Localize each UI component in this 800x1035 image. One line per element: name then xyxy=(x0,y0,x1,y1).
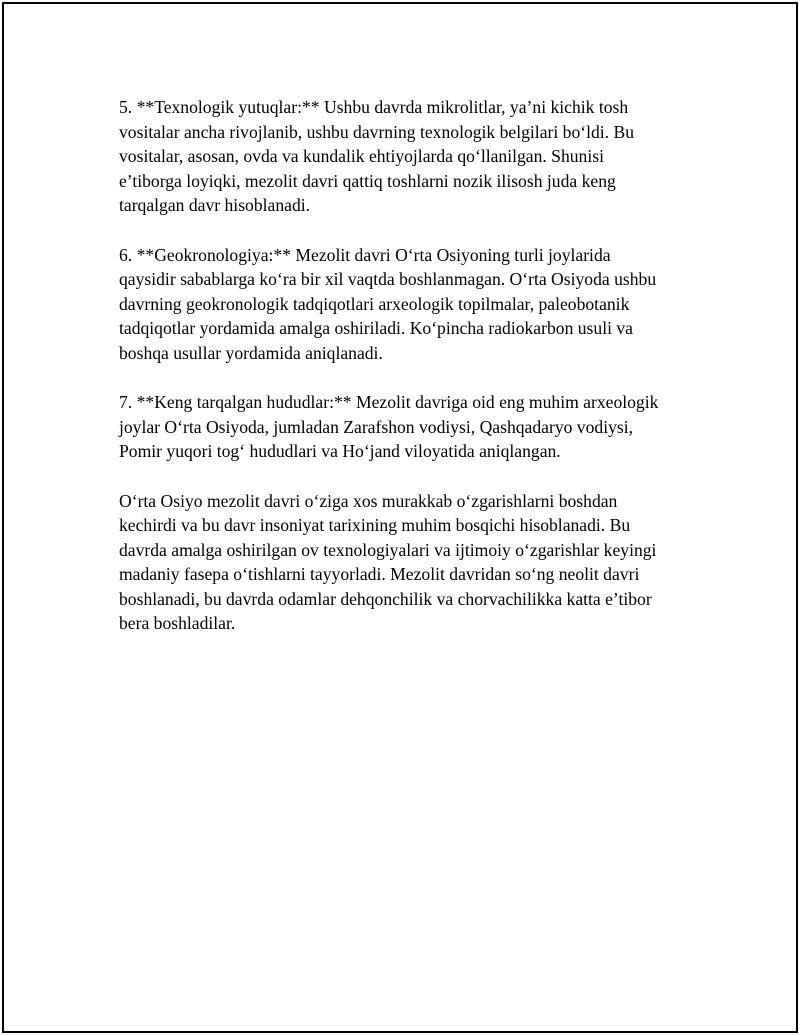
text-line: bera boshladilar. xyxy=(119,613,236,634)
document-page xyxy=(2,2,798,1033)
text-line: joylar O‘rta Osiyoda, jumladan Zarafshon vodiysi, Qashqadaryo vodiysi, xyxy=(119,416,634,437)
text-line: 5. **Texnologik yutuqlar:** Ushbu davrda mikrolitlar, ya’ni kichik tosh xyxy=(119,97,629,117)
text-line: boshqa usullar yordamida aniqlanadi. xyxy=(119,342,383,363)
text-line: vositalar, asosan, ovda va kundalik ehtiyojlarda qo‘llanilgan. Shunisi xyxy=(119,146,604,167)
text-line: 7. **Keng tarqalgan hududlar:** Mezolit davriga oid eng muhim arxeologik xyxy=(119,392,659,413)
text-line: madaniy fasepa o‘tishlarni tayyorladi. Mezolit davridan so‘ng neolit davri xyxy=(119,564,640,585)
text-line: 6. **Geokronologiya:** Mezolit davri O‘rta Osiyoning turli joylarida xyxy=(119,244,611,265)
text-line: O‘rta Osiyo mezolit davri o‘ziga xos murakkab o‘zgarishlarni boshdan xyxy=(119,490,618,511)
text-line: davrning geokronologik tadqiqotlari arxeologik topilmalar, paleobotanik xyxy=(119,293,630,314)
document-body xyxy=(119,95,699,661)
text-line: vositalar ancha rivojlanib, ushbu davrning texnologik belgilari bo‘ldi. Bu xyxy=(119,121,635,142)
paragraph-geochronology xyxy=(119,243,699,366)
text-line: boshlanadi, bu davrda odamlar dehqonchilik va chorvachilikka katta e’tibor xyxy=(119,588,652,609)
paragraph-technological-achievements xyxy=(119,95,699,218)
paragraph-conclusion xyxy=(119,489,699,637)
text-line: tarqalgan davr hisoblanadi. xyxy=(119,195,311,216)
text-line: davrda amalga oshirilgan ov texnologiyalari va ijtimoiy o‘zgarishlar keyingi xyxy=(119,539,657,560)
text-line: e’tiborga loyiqki, mezolit davri qattiq toshlarni nozik ilisosh juda keng xyxy=(119,170,616,191)
text-line: kechirdi va bu davr insoniyat tarixining muhim bosqichi hisoblanadi. Bu xyxy=(119,515,631,536)
paragraph-widespread-areas xyxy=(119,390,699,464)
text-line: Pomir yuqori tog‘ hududlari va Ho‘jand viloyatida aniqlangan. xyxy=(119,441,561,462)
text-line: tadqiqotlar yordamida amalga oshiriladi. Ko‘pincha radiokarbon usuli va xyxy=(119,318,633,339)
text-line: qaysidir sabablarga ko‘ra bir xil vaqtda boshlanmagan. O‘rta Osiyoda ushbu xyxy=(119,269,657,290)
